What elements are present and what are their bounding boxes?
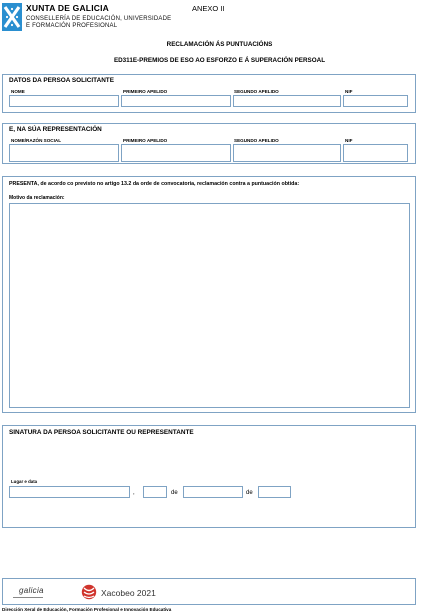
- representative-surname1-field[interactable]: [121, 144, 231, 162]
- representative-nif-field[interactable]: [343, 144, 408, 162]
- xacobeo-text: Xacobeo 2021: [101, 588, 156, 598]
- footer-note: Dirección Xeral de Educación, Formación Profesional e Innovación Educativa: [2, 607, 172, 612]
- department-line-2: E FORMACIÓN PROFESIONAL: [26, 23, 118, 29]
- applicant-section-title: DATOS DA PERSOA SOLICITANTE: [9, 77, 114, 84]
- org-name: XUNTA DE GALICIA: [26, 3, 110, 13]
- representative-section: [2, 123, 416, 164]
- galicia-logo: [19, 586, 44, 595]
- annex-label: ANEXO II: [192, 4, 225, 13]
- page-header: [2, 2, 437, 34]
- applicant-surname1-field[interactable]: [121, 95, 231, 107]
- applicant-nif-field[interactable]: [343, 95, 408, 107]
- day-field[interactable]: [143, 486, 167, 498]
- year-field[interactable]: [258, 486, 291, 498]
- claim-motive-textarea[interactable]: [9, 203, 410, 408]
- applicant-surname2-label: SEGUNDO APELIDO: [234, 89, 279, 94]
- form-subtitle: ED311E-PREMIOS DE ESO AO ESFORZO E Á SUPERACIÓN PERSOAL: [113, 57, 326, 64]
- representative-surname2-label: SEGUNDO APELIDO: [234, 138, 279, 143]
- representative-nif-label: NIF: [345, 138, 353, 143]
- applicant-surname1-label: PRIMEIRO APELIDO: [123, 89, 168, 94]
- signature-section: [2, 425, 416, 528]
- representative-surname1-label: PRIMEIRO APELIDO: [123, 138, 168, 143]
- representative-surname2-field[interactable]: [233, 144, 341, 162]
- representative-name-label: NOME/RAZÓN SOCIAL: [11, 138, 62, 143]
- applicant-nif-label: NIF: [345, 89, 353, 94]
- place-date-label: Lugar e data: [11, 479, 38, 484]
- claim-section: [2, 176, 416, 413]
- comma-separator: ,: [133, 490, 135, 496]
- footer-logos: [2, 578, 416, 605]
- applicant-name-label: NOME: [11, 89, 25, 94]
- xunta-galicia-emblem-icon: [2, 3, 22, 31]
- galicia-logo-text: galicia: [19, 586, 44, 595]
- department-line-1: CONSELLERÍA DE EDUCACIÓN, UNIVERSIDADE: [26, 16, 172, 22]
- claim-statement: PRESENTA, de acordo co previsto no artigo 13.2 da orde de convocatoria, reclamación contra a puntuación obtida:: [9, 181, 300, 187]
- representative-name-field[interactable]: [9, 144, 119, 162]
- form-title: RECLAMACIÓN ÁS PUNTUACIÓNS: [166, 41, 273, 48]
- de-separator-1: de: [171, 490, 178, 496]
- month-field[interactable]: [183, 486, 243, 498]
- claim-motive-label: Motivo da reclamación:: [9, 195, 65, 201]
- representative-section-title: E, NA SÚA REPRESENTACIÓN: [9, 126, 102, 133]
- signature-section-title: SINATURA DA PERSOA SOLICITANTE OU REPRESENTANTE: [9, 429, 194, 436]
- xacobeo-shell-icon: [81, 584, 97, 600]
- applicant-surname2-field[interactable]: [233, 95, 341, 107]
- applicant-name-field[interactable]: [9, 95, 119, 107]
- place-field[interactable]: [9, 486, 130, 498]
- de-separator-2: de: [246, 490, 253, 496]
- applicant-section: [2, 74, 416, 113]
